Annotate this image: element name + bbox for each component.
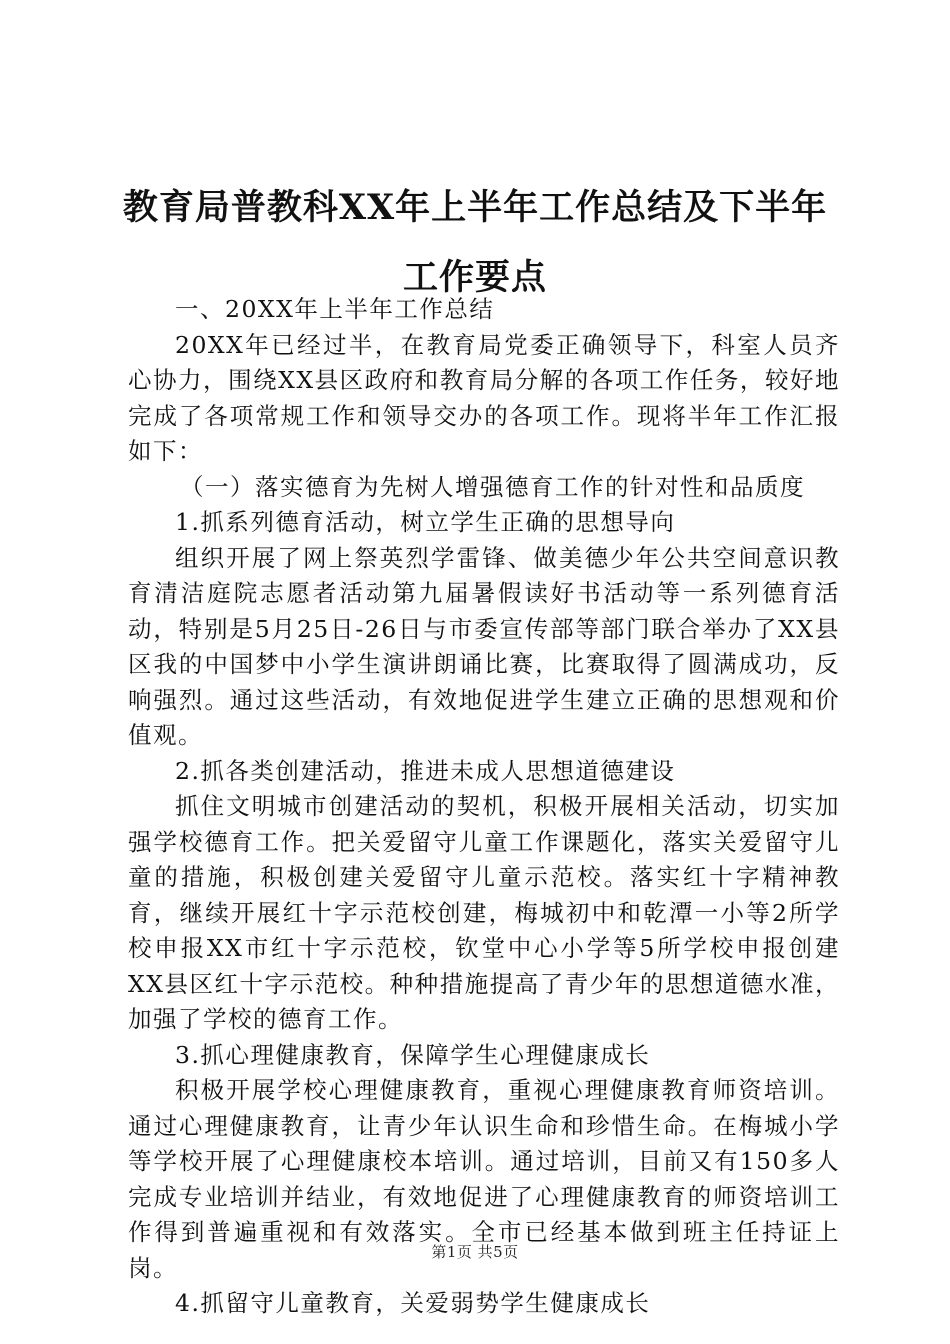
paragraph: 20XX年已经过半，在教育局党委正确领导下，科室人员齐心协力，围绕XX县区政府和教育局分解的各项工作任务，较好地完成了各项常规工作和领导交办的各项工作。现将半年工作汇报如下： xyxy=(128,330,840,465)
page-footer: 第1页 共5页 xyxy=(431,1243,519,1261)
item-heading: 4.抓留守儿童教育，关爱弱势学生健康成长 xyxy=(175,1289,651,1317)
title-line-1: 教育局普教科XX年上半年工作总结及下半年 xyxy=(122,187,828,228)
item-heading: 2.抓各类创建活动，推进未成人思想道德建设 xyxy=(175,756,676,785)
title-line-2: 工作要点 xyxy=(402,257,547,298)
section-heading: 一、20XX年上半年工作总结 xyxy=(175,295,495,323)
subsection-heading: （一）落实德育为先树人增强德育工作的针对性和品质度 xyxy=(180,472,805,501)
paragraph: 组织开展了网上祭英烈学雷锋、做美德少年公共空间意识教育清洁庭院志愿者活动第九届暑假读好书活动等一系列德育活动，特别是5月25日-26日与市委宣传部等部门联合举办了XX县区我的中国梦中小学生演讲朗诵比赛，比赛取得了圆满成功，反响强烈。通过这些活动，有效地促进学生建立正确的思想观和价值观。 xyxy=(128,543,840,749)
paragraph: 抓住文明城市创建活动的契机，积极开展相关活动，切实加强学校德育工作。把关爱留守儿童工作课题化，落实关爱留守儿童的措施，积极创建关爱留守儿童示范校。落实红十字精神教育，继续开展红十字示范校创建，梅城初中和乾潭一小等2所学校申报XX市红十字示范校，钦堂中心小学等5所学校申报创建XX县区红十字示范校。种种措施提高了青少年的思想道德水准，加强了学校的德育工作。 xyxy=(128,792,840,1033)
document-body xyxy=(128,292,840,1322)
item-heading: 1.抓系列德育活动，树立学生正确的思想导向 xyxy=(175,508,676,536)
paragraph: 积极开展学校心理健康教育，重视心理健康教育师资培训。通过心理健康教育，让青少年认识生命和珍惜生命。在梅城小学等学校开展了心理健康校本培训。通过培训，目前又有150多人完成专业培训并结业，有效地促进了心理健康教育的师资培训工作得到普遍重视和有效落实。全市已经基本做到班主任持证上岗。 xyxy=(128,1076,840,1282)
item-heading: 3.抓心理健康教育，保障学生心理健康成长 xyxy=(175,1040,651,1069)
